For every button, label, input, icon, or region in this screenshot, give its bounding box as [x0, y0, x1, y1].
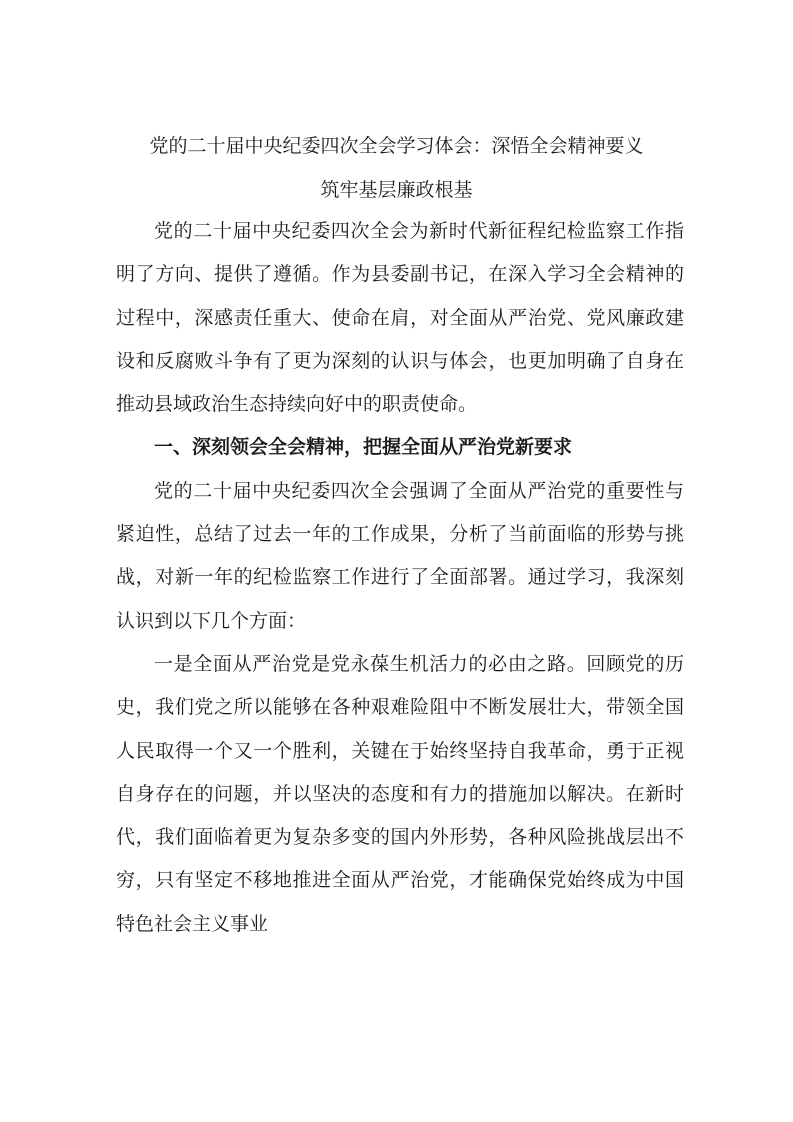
document-body — [116, 210, 684, 946]
body-paragraph-2: 党的二十届中央纪委四次全会强调了全面从严治党的重要性与紧迫性，总结了过去一年的工作成果，分析了当前面临的形势与挑战，对新一年的纪检监察工作进行了全面部署。通过学习，我深刻认识到以下几个方面： — [116, 479, 684, 632]
document-title — [100, 124, 693, 212]
body-paragraph-intro: 党的二十届中央纪委四次全会为新时代新征程纪检监察工作指明了方向、提供了遵循。作为县委副书记，在深入学习全会精神的过程中，深感责任重大、使命在肩，对全面从严治党、党风廉政建设和反腐败斗争有了更为深刻的认识与体会，也更加明确了自身在推动县域政治生态持续向好中的职责使命。 — [116, 220, 684, 416]
body-paragraph-3: 一是全面从严治党是党永葆生机活力的必由之路。回顾党的历史，我们党之所以能够在各种艰难险阻中不断发展壮大，带领全国人民取得一个又一个胜利，关键在于始终坚持自我革命，勇于正视自身存在的问题，并以坚决的态度和有力的措施加以解决。在新时代，我们面临着更为复杂多变的国内外形势，各种风险挑战层出不穷，只有坚定不移地推进全面从严治党，才能确保党始终成为中国特色社会主义事业 — [116, 652, 684, 935]
section-heading-1: 一、深刻领会全会精神，把握全面从严治党新要求 — [154, 436, 573, 459]
title-line-1: 党的二十届中央纪委四次全会学习体会：深悟全会精神要义 — [149, 135, 644, 157]
title-line-2: 筑牢基层廉政根基 — [320, 179, 473, 201]
